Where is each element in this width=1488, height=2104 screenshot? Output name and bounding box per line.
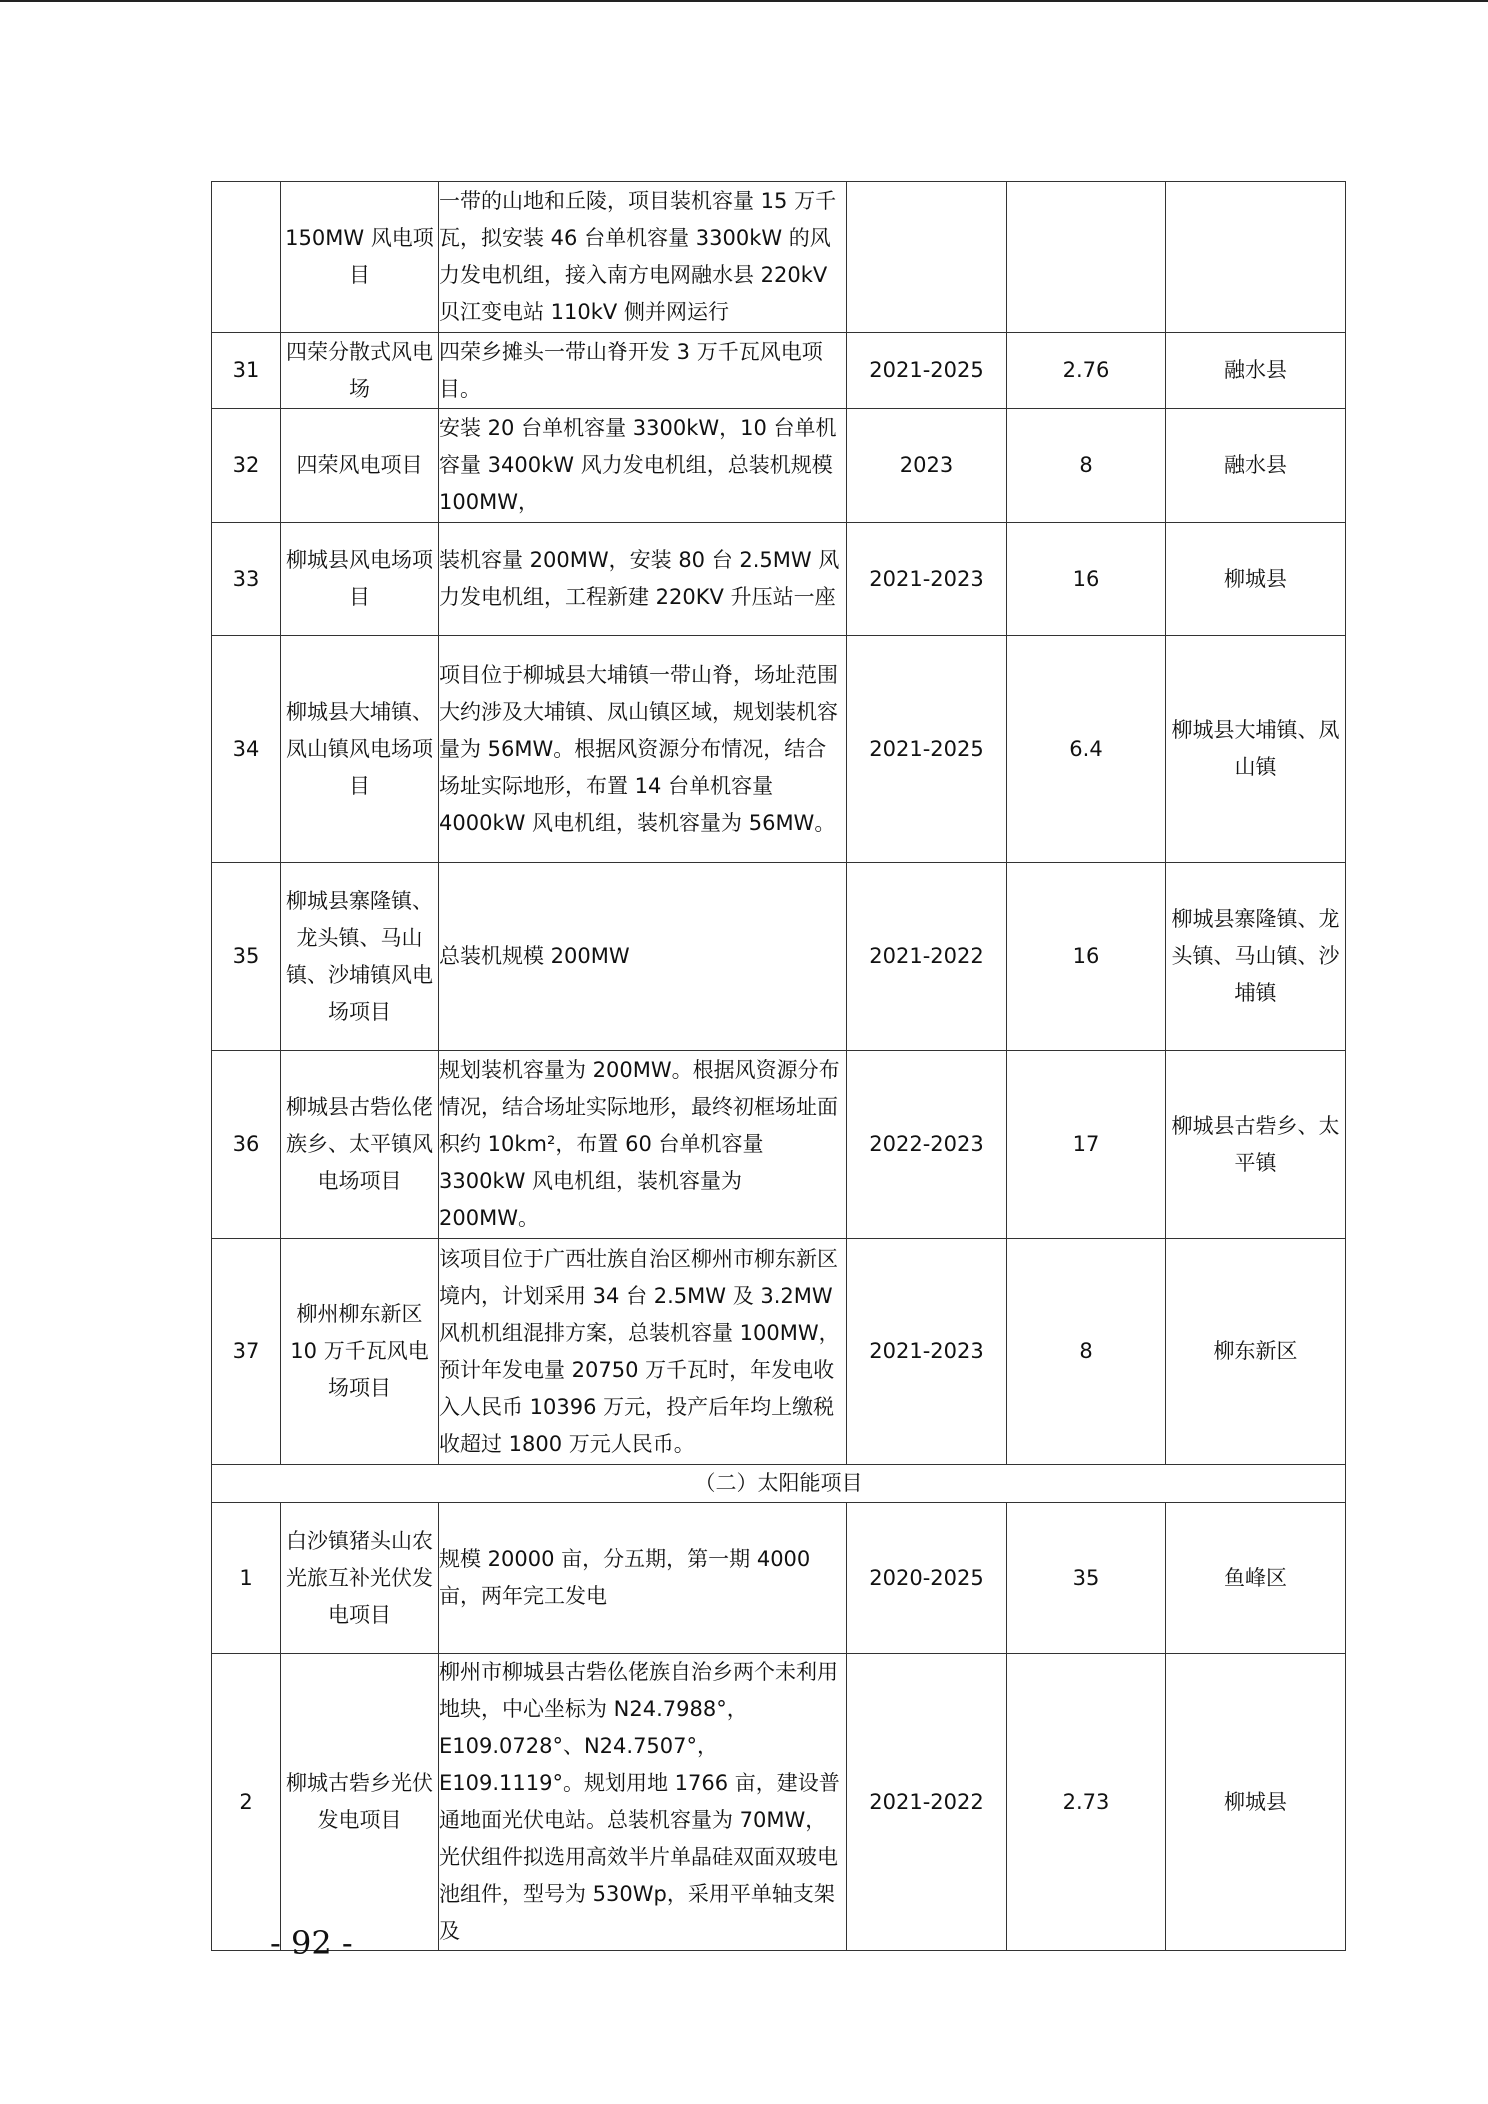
page-number: - 92 -	[270, 1924, 353, 1962]
project-content: 该项目位于广西壮族自治区柳州市柳东新区境内，计划采用 34 台 2.5MW 及 3.2MW 风机机组混排方案，总装机容量 100MW，预计年发电量 20750 万千瓦时，年发电收入人民币 10396 万元，投产后年均上缴税收超过 1800 万元人民币。	[439, 1239, 847, 1465]
row-number: 2	[212, 1654, 281, 1951]
investment: 2.76	[1007, 333, 1166, 409]
project-table-body	[212, 182, 1346, 1951]
table-row	[212, 523, 1346, 636]
investment: 2.73	[1007, 1654, 1166, 1951]
project-table	[211, 181, 1346, 1951]
project-content: 一带的山地和丘陵，项目装机容量 15 万千瓦，拟安装 46 台单机容量 3300kW 的风力发电机组，接入南方电网融水县 220kV 贝江变电站 110kV 侧并网运行	[439, 182, 847, 333]
construction-years: 2021-2025	[847, 636, 1007, 863]
project-location: 融水县	[1166, 409, 1346, 523]
project-content: 柳州市柳城县古砦仫佬族自治乡两个未利用地块，中心坐标为 N24.7988°，E109.0728°、N24.7507°，E109.1119°。规划用地 1766 亩，建设普通地面光伏电站。总装机容量为 70MW，光伏组件拟选用高效半片单晶硅双面双玻电池组件，型号为 530Wp，采用平单轴支架及	[439, 1654, 847, 1951]
construction-years: 2021-2023	[847, 1239, 1007, 1465]
project-name: 柳城县大埔镇、凤山镇风电场项目	[281, 636, 439, 863]
project-location: 柳城县	[1166, 1654, 1346, 1951]
investment: 6.4	[1007, 636, 1166, 863]
row-number: 31	[212, 333, 281, 409]
project-name: 柳城县古砦仫佬族乡、太平镇风电场项目	[281, 1051, 439, 1239]
project-location: 柳东新区	[1166, 1239, 1346, 1465]
investment: 17	[1007, 1051, 1166, 1239]
project-location	[1166, 182, 1346, 333]
project-content: 规模 20000 亩，分五期，第一期 4000 亩，两年完工发电	[439, 1503, 847, 1654]
table-row	[212, 1654, 1346, 1951]
project-content: 项目位于柳城县大埔镇一带山脊，场址范围大约涉及大埔镇、凤山镇区域，规划装机容量为 56MW。根据风资源分布情况，结合场址实际地形，布置 14 台单机容量 4000kW 风电机组，装机容量为 56MW。	[439, 636, 847, 863]
table-row	[212, 333, 1346, 409]
project-location: 柳城县大埔镇、凤山镇	[1166, 636, 1346, 863]
investment: 8	[1007, 409, 1166, 523]
row-number: 37	[212, 1239, 281, 1465]
project-location: 柳城县寨隆镇、龙头镇、马山镇、沙埔镇	[1166, 863, 1346, 1051]
row-number: 1	[212, 1503, 281, 1654]
project-content: 总装机规模 200MW	[439, 863, 847, 1051]
table-row	[212, 636, 1346, 863]
project-name: 柳城古砦乡光伏发电项目	[281, 1654, 439, 1951]
section-heading: （二）太阳能项目	[212, 1465, 1346, 1503]
table-row	[212, 1239, 1346, 1465]
construction-years: 2020-2025	[847, 1503, 1007, 1654]
table-row	[212, 1051, 1346, 1239]
row-number: 35	[212, 863, 281, 1051]
construction-years	[847, 182, 1007, 333]
investment: 16	[1007, 863, 1166, 1051]
table-row	[212, 1503, 1346, 1654]
investment: 35	[1007, 1503, 1166, 1654]
table-row	[212, 182, 1346, 333]
project-name: 四荣风电项目	[281, 409, 439, 523]
project-location: 融水县	[1166, 333, 1346, 409]
construction-years: 2023	[847, 409, 1007, 523]
row-number: 34	[212, 636, 281, 863]
row-number: 32	[212, 409, 281, 523]
construction-years: 2021-2022	[847, 1654, 1007, 1951]
investment: 8	[1007, 1239, 1166, 1465]
row-number: 33	[212, 523, 281, 636]
construction-years: 2022-2023	[847, 1051, 1007, 1239]
project-location: 鱼峰区	[1166, 1503, 1346, 1654]
construction-years: 2021-2023	[847, 523, 1007, 636]
investment: 16	[1007, 523, 1166, 636]
construction-years: 2021-2022	[847, 863, 1007, 1051]
project-name: 柳城县寨隆镇、龙头镇、马山镇、沙埔镇风电场项目	[281, 863, 439, 1051]
project-name: 柳城县风电场项目	[281, 523, 439, 636]
project-name: 四荣分散式风电场	[281, 333, 439, 409]
project-content: 装机容量 200MW，安装 80 台 2.5MW 风力发电机组，工程新建 220KV 升压站一座	[439, 523, 847, 636]
row-number	[212, 182, 281, 333]
project-name: 150MW 风电项目	[281, 182, 439, 333]
project-content: 安装 20 台单机容量 3300kW，10 台单机容量 3400kW 风力发电机组，总装机规模 100MW，	[439, 409, 847, 523]
investment	[1007, 182, 1166, 333]
section-heading-row	[212, 1465, 1346, 1503]
project-location: 柳城县古砦乡、太平镇	[1166, 1051, 1346, 1239]
top-border-line	[0, 0, 1488, 2]
project-content: 规划装机容量为 200MW。根据风资源分布情况，结合场址实际地形，最终初框场址面积约 10km²，布置 60 台单机容量 3300kW 风电机组，装机容量为 200MW。	[439, 1051, 847, 1239]
project-content: 四荣乡摊头一带山脊开发 3 万千瓦风电项目。	[439, 333, 847, 409]
project-name: 白沙镇猪头山农光旅互补光伏发电项目	[281, 1503, 439, 1654]
table-row	[212, 409, 1346, 523]
row-number: 36	[212, 1051, 281, 1239]
project-location: 柳城县	[1166, 523, 1346, 636]
project-name: 柳州柳东新区 10 万千瓦风电场项目	[281, 1239, 439, 1465]
construction-years: 2021-2025	[847, 333, 1007, 409]
table-row	[212, 863, 1346, 1051]
